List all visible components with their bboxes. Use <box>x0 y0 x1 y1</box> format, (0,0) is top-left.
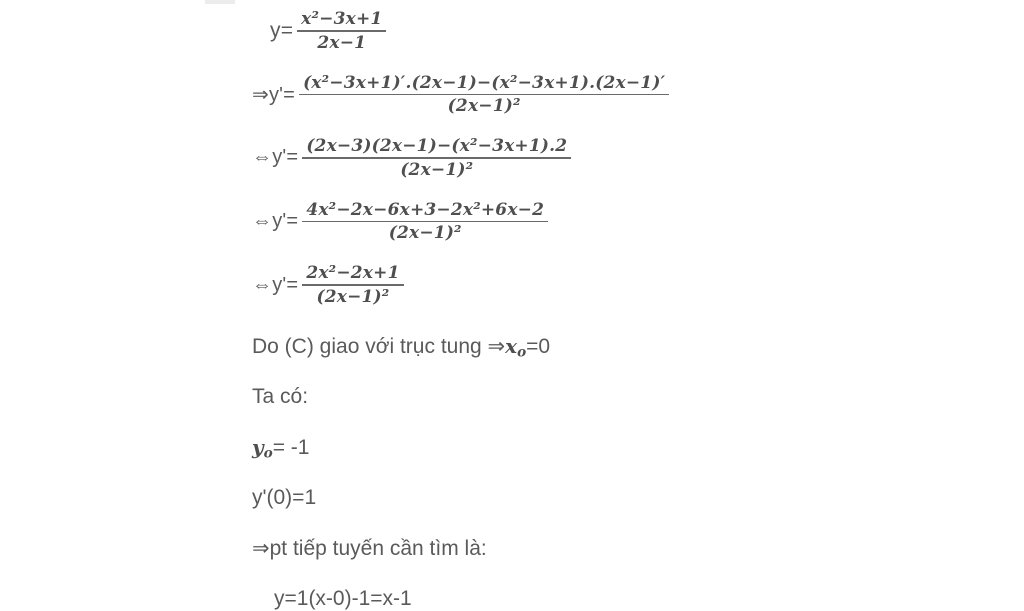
equation-line-y-definition <box>270 8 952 54</box>
equation-lead-label: ⇒y'= <box>252 83 296 106</box>
fraction-numerator: (2x−3)(2x−1)−(x²−3x+1).2 <box>306 136 568 157</box>
fraction-numerator: x²−3x+1 <box>301 9 383 29</box>
fraction <box>297 8 386 54</box>
solution-content <box>252 8 952 611</box>
statement-math: $y_o$ <box>252 435 273 462</box>
equation-line-derivative-quotient-rule <box>252 72 952 118</box>
equation-lead-label: y= <box>270 18 294 42</box>
statement-text: y=1(x-0)-1=x-1 <box>274 586 412 610</box>
statement-suffix: = -1 <box>272 436 310 460</box>
statement-text: Do (C) giao với trục tung ⇒ <box>252 334 506 358</box>
statement-derivative-at-zero <box>252 486 952 510</box>
statement-tangent-equation <box>252 587 952 611</box>
equation-line-derivative-simplified <box>252 262 952 308</box>
fraction-denominator: (2x−1)² <box>388 223 462 244</box>
statement-we-have <box>252 385 952 409</box>
fraction-denominator: (2x−1)² <box>316 286 390 307</box>
statement-math: $x_o$ <box>505 333 527 361</box>
fraction <box>302 135 571 181</box>
fraction-numerator: (x²−3x+1)′.(2x−1)−(x²−3x+1).(2x−1)′ <box>303 72 666 93</box>
equation-lead-label: ⇔y'= <box>252 146 299 169</box>
equation-lead-label: ⇔y'= <box>252 210 299 233</box>
fraction-numerator: 4x²−2x−6x+3−2x²+6x−2 <box>306 199 545 220</box>
statement-y0-value <box>252 435 952 461</box>
fraction-denominator: (2x−1)² <box>400 159 474 180</box>
statement-tangent-conclusion <box>252 536 952 561</box>
equation-line-derivative-multiplied <box>252 199 952 245</box>
statement-suffix: =0 <box>526 334 551 358</box>
fraction-numerator: 2x²−2x+1 <box>306 263 400 284</box>
top-edge-marker <box>205 0 235 4</box>
fraction-denominator: (2x−1)² <box>447 96 521 117</box>
equation-lead-label: ⇔y'= <box>252 273 299 296</box>
fraction <box>302 262 403 308</box>
fraction <box>299 72 669 118</box>
statement-intersection <box>252 334 952 360</box>
statement-text: ⇒pt tiếp tuyến cần tìm là: <box>252 536 487 560</box>
statement-text: Ta có: <box>252 385 309 409</box>
equation-line-derivative-expanded <box>252 135 952 181</box>
statement-text: y'(0)=1 <box>252 485 317 509</box>
fraction <box>302 199 548 245</box>
fraction-denominator: 2x−1 <box>317 32 367 53</box>
